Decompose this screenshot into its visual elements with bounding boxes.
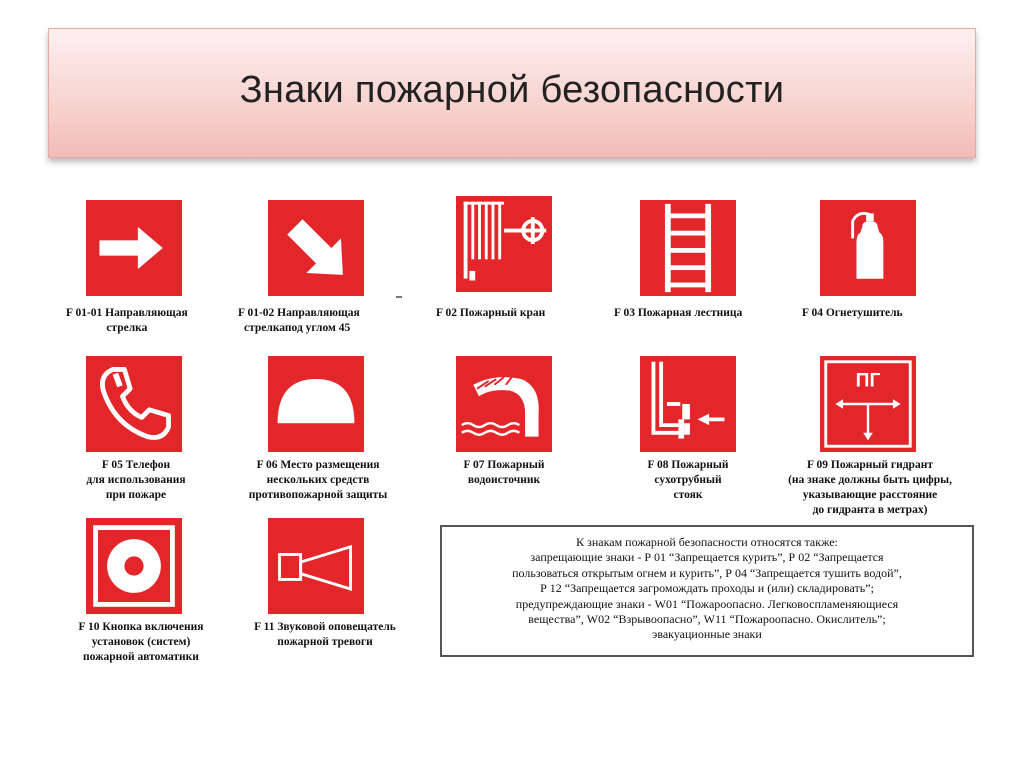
dome-icon: [268, 356, 364, 452]
caption-line: F 05 Телефон: [101, 459, 171, 471]
caption-line: F 01-01 Направляющая: [66, 307, 188, 319]
arrow-right-icon: [86, 200, 182, 296]
stray-mark: [396, 296, 402, 298]
note-line: вещества”, W02 “Взрывоопасно”, W11 “Пожароопасно. Окислитель”;: [528, 612, 886, 627]
sign-caption-f03: [614, 306, 742, 321]
note-line: пользоваться открытым огнем и курить”, Р 04 “Запрещается тушить водой”,: [512, 565, 902, 580]
caption-line: F 07 Пожарный: [463, 459, 545, 471]
caption-line: стояк: [673, 489, 703, 501]
caption-line: стрелка: [106, 322, 148, 334]
sign-caption-f02: [436, 306, 545, 321]
horn-icon: [268, 518, 364, 614]
phone-icon: [86, 356, 182, 452]
slide-title-bar: [48, 28, 976, 158]
caption-line: F 08 Пожарный: [647, 459, 729, 471]
arrow-diagonal-icon: [268, 200, 364, 296]
caption-line: пожарной тревоги: [277, 636, 373, 648]
note-line: эвакуационные знаки: [652, 627, 762, 642]
dry-pipe-icon: [640, 356, 736, 452]
caption-line: F 03 Пожарная лестница: [614, 307, 743, 319]
sign-caption-f08: [630, 458, 746, 503]
caption-line: F 01-02 Направляющая: [238, 307, 360, 319]
sign-caption-f07: [446, 458, 562, 488]
caption-line: водоисточник: [467, 474, 541, 486]
caption-line: (на знаке должны быть цифры,: [788, 474, 952, 486]
caption-line: при пожаре: [105, 489, 167, 501]
note-line: предупреждающие знаки - W01 “Пожароопасно. Легковоспламеняющиеся: [515, 596, 899, 611]
caption-line: сухотрубный: [654, 474, 722, 486]
slide-title: Знаки пожарной безопасности: [239, 69, 785, 111]
caption-line: F 06 Место размещения: [256, 459, 380, 471]
caption-line: установок (систем): [91, 636, 191, 648]
button-icon: [86, 518, 182, 614]
sign-caption-f10: [66, 620, 216, 665]
caption-line: указывающие расстояние: [802, 489, 938, 501]
info-note-box: [440, 525, 974, 657]
caption-line: противопожарной защиты: [248, 489, 388, 501]
caption-line: нескольких средств: [266, 474, 370, 486]
caption-line: F 02 Пожарный кран: [436, 307, 546, 319]
hydrant-icon: [820, 356, 916, 452]
water-source-icon: [456, 356, 552, 452]
sign-caption-f06: [238, 458, 398, 503]
caption-line: пожарной автоматики: [83, 651, 199, 663]
hydrant-sign-label: ПГ: [855, 370, 881, 392]
sign-caption-f04: [802, 306, 903, 321]
fire-hose-icon: [456, 196, 552, 292]
sign-caption-f05: [76, 458, 196, 503]
sign-caption-f11: [240, 620, 410, 650]
note-line: Р 12 “Запрещается загромождать проходы и (или) складировать”;: [540, 581, 874, 596]
caption-line: F 04 Огнетушитель: [802, 307, 903, 319]
ladder-icon: [640, 200, 736, 296]
note-line: запрещающие знаки - Р 01 “Запрещается курить”, Р 02 “Запрещается: [530, 550, 884, 565]
extinguisher-icon: [820, 200, 916, 296]
caption-line: F 10 Кнопка включения: [78, 621, 204, 633]
caption-line: стрелкапод углом 45: [244, 322, 351, 334]
sign-caption-f09: [770, 458, 970, 518]
note-line: К знакам пожарной безопасности относятся также:: [576, 535, 838, 549]
sign-caption-f01-02: [238, 306, 360, 336]
caption-line: для использования: [86, 474, 186, 486]
caption-line: F 11 Звуковой оповещатель: [254, 621, 396, 633]
caption-line: F 09 Пожарный гидрант: [807, 459, 933, 471]
caption-line: до гидранта в метрах): [812, 504, 928, 516]
sign-caption-f01-01: [66, 306, 188, 336]
